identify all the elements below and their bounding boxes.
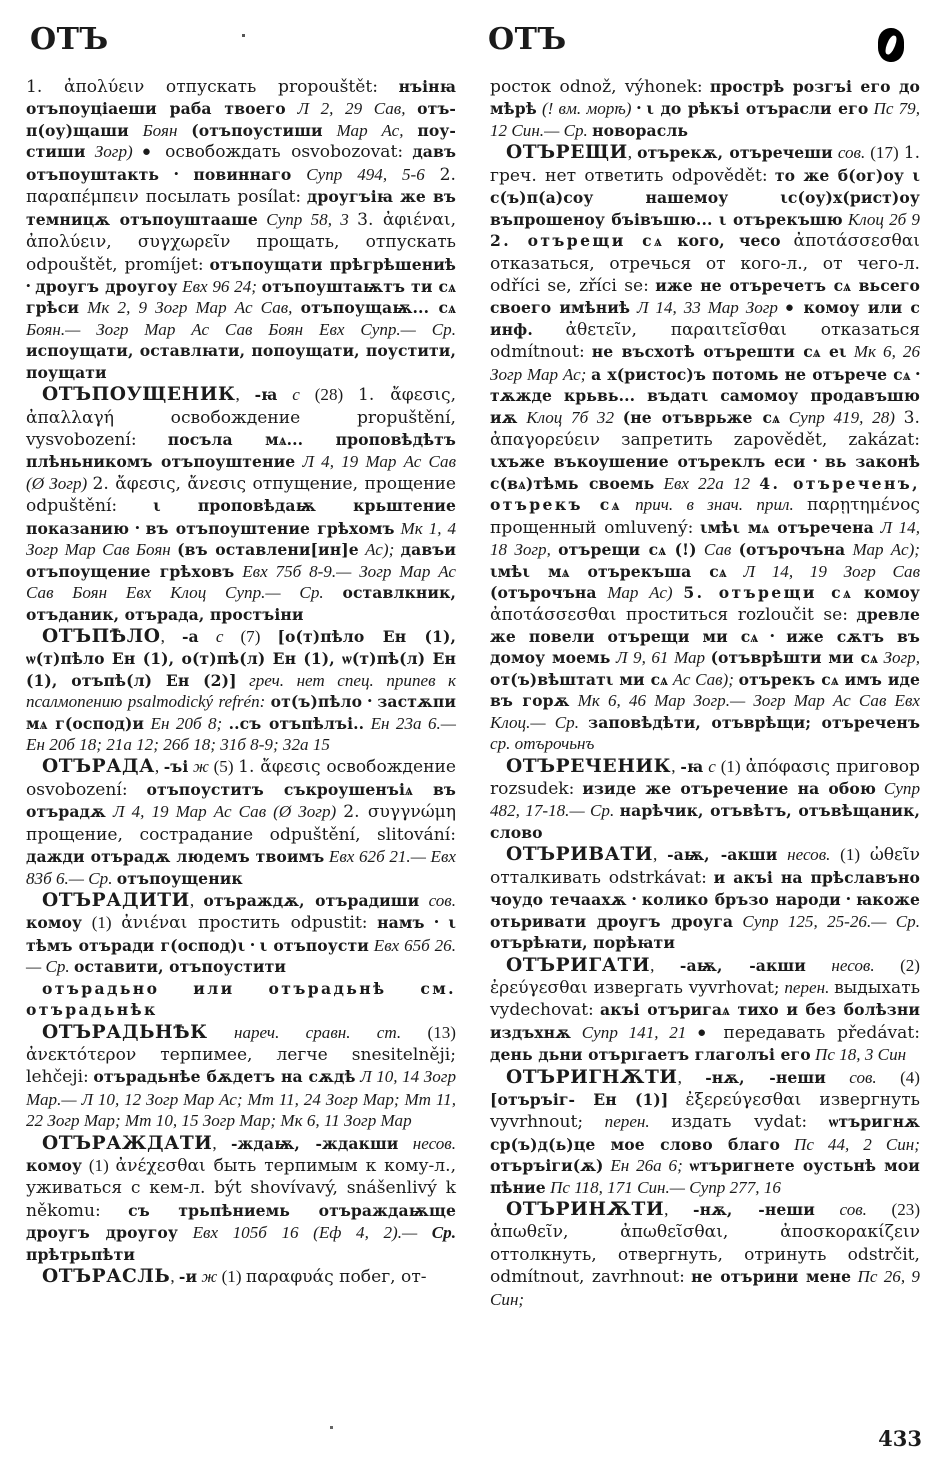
attestation-count: (1) xyxy=(840,845,861,865)
ref: Евх 75б 8-9.— xyxy=(242,561,352,581)
entry-otrigati xyxy=(490,954,920,1066)
quote: съ трьпѣниемь отъраждаѭще дроугъ дроугоу xyxy=(26,1200,456,1243)
government: комоу xyxy=(26,913,83,933)
government: комоу xyxy=(26,1156,83,1175)
quote: иже не отъречетъ сѧ вьсего своего имѣниѣ xyxy=(490,275,920,318)
headword-forms: отъраждѫ, отърадиши xyxy=(203,891,420,911)
entry-otrecenije xyxy=(490,755,920,844)
quote-separator-bullet: • xyxy=(769,627,775,643)
ref: Л 14, 18 Зогр, xyxy=(490,517,920,560)
quote: застѫпи мѧ г(оспод)и xyxy=(26,692,457,733)
sense-1: 1. ἄφεσις освобождение osvobození: xyxy=(26,757,457,800)
cf-list: испоущати, оставлꙗти, попоущати, поустити, поущати xyxy=(26,341,456,382)
sense-2: 2. συγγνώμη прощение, сострадание odpuštění, slitování: xyxy=(26,802,457,845)
editorial-note: (! вм. морѣ) xyxy=(541,99,632,119)
sense-2-gloss: ἀποτάσσεσθαι отказаться, отречься от кого-л., от чего-л. odříci se, zříci se: xyxy=(490,231,920,296)
quote: не отърини мене xyxy=(691,1267,852,1287)
cf-list: отърѣꙗти, порѣꙗти xyxy=(490,933,675,953)
ref-1b: Боян xyxy=(142,120,178,140)
headword: ОТЪРЕЧЕНИК xyxy=(506,755,672,777)
sense-3-opening: 3. ἀφιέναι, ἀπολύειν, συγχωρεῖν прощать, отпускать odpouštět, promíjet: xyxy=(26,209,457,275)
quote: ι до рѣкъі отърасли его xyxy=(646,99,869,119)
headword-gender: ж xyxy=(201,1267,218,1287)
ref: Ен 20б 8; xyxy=(150,713,223,733)
gloss: ἀπωθεῖν, ἀπωθεῖσθαι, ἀποσκορακίζειν оттолкнуть, отвергнуть, отринуть odstrčit, odmítnout, zavrhnout: xyxy=(490,1222,920,1288)
headword-forms: -ъі xyxy=(163,757,189,777)
quote: отърекъ сѧ имъ иде въ горѫ xyxy=(490,669,921,711)
ref: Пс 118, 171 Син.— Супр 277, 16 xyxy=(550,1177,781,1197)
part-of-speech: нареч. сравн. ст. xyxy=(233,1022,402,1042)
quote: ѡтъригнѫ ср(ъ)д(ь)це мое слово благо xyxy=(490,1112,920,1154)
entry-otrignati xyxy=(490,1066,920,1199)
sense-2: 2. ἄφεσις, ἄνεσις отпущение, прощение odpuštění: xyxy=(26,473,457,517)
body-columns xyxy=(26,76,924,1310)
attestation-count: (4) xyxy=(900,1067,920,1087)
headword: ОТЪПѢЛО xyxy=(42,625,161,647)
cf-label: Ср. xyxy=(590,801,615,821)
entry-otradnee xyxy=(26,1021,456,1132)
gloss: ἀνιέναι простить odpustit: xyxy=(121,913,368,934)
headword-gender: с xyxy=(292,385,300,405)
quote: древле же повели отърещи ми сѧ xyxy=(490,604,920,646)
right-column xyxy=(490,76,920,1310)
quote-separator-bullet: • xyxy=(173,165,179,181)
entry-otrasl xyxy=(26,1265,456,1288)
punct: , xyxy=(189,891,204,911)
quote-1a: нъінꙗ отъпоуціаеши раба твоего xyxy=(26,77,456,119)
ref-3c: Мк 2, 9 Зогр Мар Ас Сав, xyxy=(87,298,293,318)
running-head-center: ОТЪ xyxy=(488,22,567,57)
quote-separator-bullet: • xyxy=(135,519,140,535)
ref: Ен 26а 6; xyxy=(610,1156,683,1176)
gloss-start: παραφυάς побег, от- xyxy=(245,1267,427,1288)
quote: не въсхотѣ отърешти сѧ еι xyxy=(591,342,847,362)
ref: Клоц 2б 9 xyxy=(847,209,920,229)
crossref-line: отърадьно или отърадьнѣ см. отърадьнѣк xyxy=(26,978,456,1020)
headword: ОТЪРИГАТИ xyxy=(506,954,651,976)
entry-otrada xyxy=(26,755,456,889)
quote-separator-bullet: • xyxy=(250,936,255,952)
punct: , xyxy=(677,1067,706,1087)
page-number: 433 xyxy=(878,1426,922,1451)
headword: ОТЪРАДА xyxy=(42,756,155,778)
headword: ОТЪРАДИТИ xyxy=(42,890,190,912)
cf-list: новорасль xyxy=(592,120,689,140)
sense-1-opening: 1. ἀπολύειν отпускать propouštět: xyxy=(26,77,379,97)
gloss-2: передавать předávat: xyxy=(723,1022,920,1043)
punct: , xyxy=(154,757,164,777)
headword-gender: с xyxy=(708,756,716,776)
entry-otpelo xyxy=(26,625,456,756)
headword-forms: отърекѫ, отъречеши xyxy=(637,143,833,163)
sense-divider-bullet: ● xyxy=(141,144,156,161)
sense-divider-bullet: ● xyxy=(784,300,797,317)
headword-forms: -ꙗ xyxy=(680,756,704,776)
headword-forms: -ꙗ xyxy=(254,385,278,405)
quote-variant: (отъврѣшти ми сѧ xyxy=(710,648,878,668)
quote: ι отъпоусти xyxy=(259,935,369,955)
sense-3: 3. ἀπαγορεύειν запретить zapovědět, zakázat: xyxy=(490,407,920,450)
ref: Супр 125, 25-26.— xyxy=(742,911,887,931)
headword: ОТЪРИНѪТИ xyxy=(506,1199,665,1221)
headword-forms: -аѭ, -акши xyxy=(679,955,806,975)
gloss: ἐρεύγεσθαι извергать vyvrhovat; xyxy=(490,977,780,998)
government: кого, чесо xyxy=(677,231,781,251)
aspect: несов. xyxy=(412,1133,456,1153)
headword: ОТЪРИВАТИ xyxy=(506,844,654,866)
ref-3d: Боян.— xyxy=(26,319,81,339)
ref: Мк 1, 4 Зогр Мар Сав Боян xyxy=(26,518,456,560)
figurative-label: перен. xyxy=(604,1112,650,1132)
ref: Сав xyxy=(703,540,732,560)
quote-variant: отърещи сѧ (!) xyxy=(558,540,697,560)
ref: Евх 65б 26.— xyxy=(26,935,456,977)
ref: Ас); xyxy=(365,540,395,560)
speck-artifact xyxy=(242,34,245,37)
gloss-cont: росток odnož, výhonek: xyxy=(490,77,703,97)
gloss: ἀνέχεσθαι быть терпимым к кому-л., уживаться с кем-л. být shovívavý, snášenlivý k někomu: xyxy=(26,1156,457,1221)
sense-5-gloss: ἀποτάσσεσθαι проститься rozloučit se: xyxy=(490,604,849,625)
government: комоу или с инф. xyxy=(490,298,921,339)
sense-4-label: 4. отъреченъ, отърекъ сѧ xyxy=(490,473,920,515)
headword-gender: ж xyxy=(193,757,209,777)
punct: , xyxy=(235,385,255,405)
quote: ѡтъригнете оустьнѣ мои пѣние xyxy=(490,1156,920,1197)
quote: ..съ отъпѣлъі.. xyxy=(228,713,365,733)
cf-list: нарѣчик, отъвѣтъ, отъвѣщаник, слово xyxy=(490,801,920,842)
sense-2b-gloss: ἀθετεῖν, παραιτεῖσθαι отказаться odmítnout: xyxy=(490,319,920,363)
ref: Клоц 7б 32 xyxy=(526,407,615,427)
headword: ОТЪПОУЩЕНИК xyxy=(42,384,236,406)
ref-1e: Супр 494, 5-6 xyxy=(306,164,425,184)
variant-forms: [отъръіг- Ен (1)] xyxy=(490,1089,669,1109)
punct: , xyxy=(160,626,182,646)
ref-sigla: Зогр Мар Ас Сав Евх Клоц.— xyxy=(490,691,920,732)
cf-tail: ср. отърочьнъ xyxy=(490,734,595,754)
quote-1c: поу-стиши xyxy=(26,120,456,162)
quote-separator-bullet: • xyxy=(26,277,31,293)
ref: Евх 22а 12 xyxy=(663,473,751,493)
attestation-count: (1) xyxy=(88,1156,109,1175)
speck-artifact xyxy=(330,1426,333,1429)
sense-2-label: 2. отърещи сѧ xyxy=(490,231,665,251)
quote-variant: (отърочъна xyxy=(490,583,597,603)
ref: Пс 79, 12 Син.— xyxy=(490,99,920,140)
figurative-gloss: выдыхать vydechovat: xyxy=(490,977,921,1021)
ref: Супр 419, 28) xyxy=(788,407,895,427)
ref-list: Л 10, 12 Зогр Мар Ас; Мт 11, 24 Зогр Мар; Мт 11, 22 Зогр Мар; Мт 10, 15 Зогр Мар; Мк 6, 11 Зогр Мар xyxy=(26,1089,456,1131)
quote: колико бръзо народи xyxy=(641,890,841,910)
entry-otrinati xyxy=(490,1198,920,1310)
gloss: ὠθεῖν отталкивать odstrkávat: xyxy=(490,845,921,888)
quote-separator-bullet: • xyxy=(434,914,439,930)
entry-otradno-crossref xyxy=(26,978,456,1021)
quote: день дьни отърıгаетъ глаголъі его xyxy=(490,1045,811,1065)
attestation-count: (1) xyxy=(91,913,112,933)
quote-variant: (не отъврьже сѧ xyxy=(622,407,780,427)
ref-1c: Мар Ас, xyxy=(336,120,404,140)
quote: ꙗкоже отьривати дроугъ дроуга xyxy=(490,890,921,931)
quote: ιмѣι мѧ отърекъша сѧ xyxy=(490,561,727,581)
government: комоу xyxy=(863,583,921,603)
punct: , xyxy=(627,143,638,163)
gloss: ἀνεκτότερον терпимее, легче snesitelněji; lehčeji: xyxy=(26,1044,456,1088)
ref-1a: Л 2, 29 Сав, xyxy=(297,99,406,119)
quote: намъ xyxy=(377,913,425,933)
ref: Л 4, 19 Мар Ас Сав (Ø Зогр) xyxy=(26,452,456,493)
entry-otrazdati xyxy=(26,1132,456,1266)
ref: Л 9, 61 Мар xyxy=(615,648,706,668)
headword-forms: -нѫ, -неши xyxy=(705,1067,826,1087)
quote: ι проповѣдаѭ крьштение показанию xyxy=(26,496,456,538)
ref: Мк 6, 26 Зогр Мар Ас; xyxy=(490,342,920,384)
quote-variant: (въ оставлени[ин]е xyxy=(177,540,359,560)
ref: Евх 62б 21.— Евх 83б 6.— xyxy=(26,847,456,888)
quote: ι тѣмъ отъради г(оспод)ι xyxy=(26,913,457,955)
quote: от(ъ)пѣло xyxy=(270,692,363,712)
attestation-count: (2) xyxy=(900,955,920,975)
cf-label: Ср. xyxy=(45,957,70,977)
quote: и акъі на прѣславъно чоудо течаахѫ xyxy=(490,867,920,910)
ref-2a: Супр 58, 3 xyxy=(266,209,349,229)
entry-otpuscenije xyxy=(26,383,456,625)
quote: тѫжде крьвь... въдатι самомоу продавъшю иѫ xyxy=(490,386,920,427)
quote: посъла мѧ... проповѣдѣтъ плѣньникомъ отъпоуштение xyxy=(26,430,456,472)
gloss: ἐξερεύγεσθαι извергнуть vyvrhnout; xyxy=(490,1089,920,1133)
quote: ιхъже въкоушение отърeклъ еси xyxy=(490,452,806,472)
quote-1e: повиннаго xyxy=(193,164,292,184)
ref-3e: Зогр Мар Ас Сав Боян Евх Супр.— xyxy=(96,319,416,339)
headword: ОТЪРАСЛЬ xyxy=(42,1266,171,1288)
quote-variant: от(ъ)вѣштатι ми сѧ xyxy=(490,669,669,689)
headword: ОТЪРАДЬНѢК xyxy=(42,1021,208,1043)
attestation-count: (17) xyxy=(870,143,899,163)
quote-1b: отъ-п(оу)щаши xyxy=(26,99,457,140)
quote-separator-bullet: • xyxy=(631,891,637,907)
cf-list: прѣтрьпѣти xyxy=(26,1244,136,1264)
headword-forms: -а xyxy=(181,626,199,646)
ref: Л 14, 19 Зогр Сав xyxy=(743,561,920,581)
aspect: сов. xyxy=(428,891,456,911)
ref: Мк 6, 46 Мар Зогр.— xyxy=(577,691,746,711)
sense-bullet-gloss: освобождать osvobozovat: xyxy=(165,142,404,163)
ref: Пс 26, 9 Син; xyxy=(490,1267,920,1309)
quote-1d: давъ отъпоуштакть xyxy=(26,142,457,184)
punct: , xyxy=(664,1200,693,1220)
cf-list: заповѣдѣти, отъврѣщи; отъреченъ xyxy=(588,712,921,732)
headword-forms: -аѭ, -акши xyxy=(667,845,778,865)
cf-label: Ср. xyxy=(895,911,920,931)
sense-divider-bullet: ● xyxy=(697,1024,713,1041)
ref: Л 14, 33 Мар Зогр xyxy=(636,298,778,318)
aspect: сов. xyxy=(849,1067,877,1087)
cf-label: Ср. xyxy=(88,868,113,888)
quote-variant: отъръіги(ѫ) xyxy=(490,1156,604,1176)
quote: давъи отъпоущение грѣховъ xyxy=(26,540,457,581)
ref: Супр 141, 21 xyxy=(581,1022,687,1042)
sense-2-opening: 2. παραπέμπειν посылать posílat: xyxy=(26,164,456,208)
ref: Л 10, 14 Зогр Мар.— xyxy=(26,1067,456,1109)
cf-label: Ср. xyxy=(431,319,457,339)
ref: Супр 482, 17-18.— xyxy=(490,779,921,821)
punct: , xyxy=(653,845,668,865)
quote-separator-bullet: • xyxy=(367,693,373,709)
quote: вь законѣ с(вѧ)тѣмь своемь xyxy=(490,452,921,493)
cf-list: отъпоущеник xyxy=(116,868,243,888)
ref: Пс 44, 2 Син; xyxy=(793,1134,920,1154)
aspect: несов. xyxy=(787,845,831,865)
greek-absent-note: греч. нет xyxy=(249,670,325,690)
quote-separator-bullet: • xyxy=(812,453,818,469)
quote-variant: (отърочъна xyxy=(738,540,846,560)
cf-list: оставити, отъпоустити xyxy=(74,957,287,977)
running-head xyxy=(26,22,924,68)
quote-3b: дроугъ дроугоу xyxy=(35,276,178,296)
ref-1d: Зогр) xyxy=(94,142,133,162)
headword: ОТЪРИГНѪТИ xyxy=(506,1066,678,1088)
ref-list: Ен 20б 18; 21а 12; 26б 18; 31б 8-9; 32а 15 xyxy=(26,735,330,755)
quote: ιмѣι мѧ отъречена xyxy=(699,517,874,537)
attestation-count: (7) xyxy=(240,626,261,646)
gloss: ἀπόφασις приговор rozsudek: xyxy=(490,756,920,799)
quote: дажди отърадѫ людемъ твоимъ xyxy=(26,847,325,867)
headword: ОТЪРЕЩИ xyxy=(506,142,628,164)
quote-separator-bullet: • xyxy=(915,365,920,381)
quote-separator-bullet: • xyxy=(846,891,851,907)
quote-3c: отъпоуштаѭтъ ти сѧ грѣси xyxy=(26,276,456,318)
entry-otresti xyxy=(490,141,920,754)
punct: , xyxy=(650,955,680,975)
attestation-count: (13) xyxy=(427,1022,456,1042)
quote: прострѣ розгъі его до мѣрѣ xyxy=(490,77,920,119)
entry-otrasl-continued xyxy=(490,76,920,141)
ref: Зогр, xyxy=(883,648,920,668)
variant-forms: [о(т)пѣло Ен (1), ѡ(т)пѣло Ен (1), о(т)пѣ(л) Ен (1), ѡ(т)пѣ(л) Ен (1), отъпѣ(л) Ен (2)] xyxy=(26,626,456,690)
headword: ОТЪРАЖДАТИ xyxy=(42,1132,213,1154)
attestation-count: (28) xyxy=(314,385,344,405)
quote: акъі отъригаѧ тихо и без болѣзни издъхнѫ xyxy=(490,1000,920,1042)
ref: Мар Ас) xyxy=(607,583,673,603)
sense-1: 1. ἄφεσις, ἀπαλλαγή освобождение propuštění, vysvobození: xyxy=(26,385,457,450)
leaf-ornament-icon xyxy=(878,28,904,62)
headword-forms: -и xyxy=(178,1267,198,1287)
gloss: спец. припев к псалмопению psalmodický refrén: xyxy=(26,670,457,712)
aspect: сов. xyxy=(839,1200,867,1220)
attestation-count: (23) xyxy=(891,1200,921,1220)
entry-otraditi xyxy=(26,889,456,978)
ref: Ен 23а 6.— xyxy=(370,713,456,733)
running-head-left: ОТЪ xyxy=(30,22,109,57)
punct: , xyxy=(170,1267,179,1287)
part-of-speech: прич. в знач. прил. xyxy=(635,495,794,515)
punct: , xyxy=(212,1133,231,1153)
cf-list: оставлкник, отъданик, отърада, простъіни xyxy=(26,583,456,624)
cf-label: Ср. xyxy=(431,1223,457,1243)
headword-forms: -ждаѭ, -ждакши xyxy=(230,1133,399,1153)
entry-otpustiti-senses xyxy=(26,76,456,383)
quote-separator-bullet: • xyxy=(636,100,642,116)
entry-otrivati xyxy=(490,843,920,953)
headword-forms: -нѫ, -неши xyxy=(693,1200,815,1220)
left-column xyxy=(26,76,456,1310)
quote: то же б(ог)оу ι с(ъ)п(а)соу нашемоу ιс(оу)х(рист)оу въпрошеноу бъівъшю... ι отърекъшю xyxy=(490,165,921,229)
punct: , xyxy=(671,756,681,776)
aspect: несов. xyxy=(831,955,875,975)
quote: отърадьнѣе бѫдетъ на сѫдѣ xyxy=(93,1067,356,1087)
quote: въ отъпоуштение грѣхомъ xyxy=(145,518,395,538)
sense-4-gloss: παρῃτημένος прощенный omluvený: xyxy=(490,495,921,538)
quote: а х(ристос)ъ потомь не отърече сѧ xyxy=(591,364,911,384)
quote-3a: отъпоущати прѣгрѣшениѣ xyxy=(209,254,456,274)
quote-3d: отъпоущаѭ... сѧ xyxy=(300,298,456,318)
paren-1b: (отъпоустиши xyxy=(191,120,323,140)
ref: Л 4, 19 Мар Ас Сав (Ø Зогр) xyxy=(112,802,337,822)
quote: иже сѫтъ въ домоу моемь xyxy=(490,626,920,668)
attestation-count: (1) xyxy=(221,1267,242,1287)
ref: Евх 105б 16 (Еф 4, 2).— xyxy=(192,1223,418,1243)
ref: Ас Сав); xyxy=(672,669,734,689)
cf-label: Ср. xyxy=(299,583,324,603)
sense-5-label: 5. отърещи сѧ xyxy=(683,583,854,603)
attestation-count: (1) xyxy=(720,756,741,776)
ref-3b: Евх 96 24; xyxy=(182,276,257,296)
ref: Пс 18, 3 Син xyxy=(815,1045,907,1065)
cf-label: Ср. xyxy=(554,712,579,732)
sense-1: 1. греч. нет ответить odpovědět: xyxy=(490,143,921,186)
quote: отъпоуститъ съкроушенъіѧ въ отърадѫ xyxy=(26,779,456,822)
quote: изиде же отъречение на обою xyxy=(582,779,877,798)
attestation-count: (5) xyxy=(213,757,234,777)
aspect: сов. xyxy=(837,143,866,163)
headword-gender: с xyxy=(215,626,224,646)
figurative-gloss: издать vydat: xyxy=(671,1112,808,1133)
quote-2a: дроугъіꙗ же въ темницѫ отъпоуштааше xyxy=(26,187,456,229)
figurative-label: перен. xyxy=(784,977,830,997)
cf-label: Ср. xyxy=(563,120,588,140)
ref: Мар Ас); xyxy=(852,540,920,560)
ref-sigla: Зогр Мар Ас Сав Боян Евх Клоц Супр.— xyxy=(26,561,457,603)
